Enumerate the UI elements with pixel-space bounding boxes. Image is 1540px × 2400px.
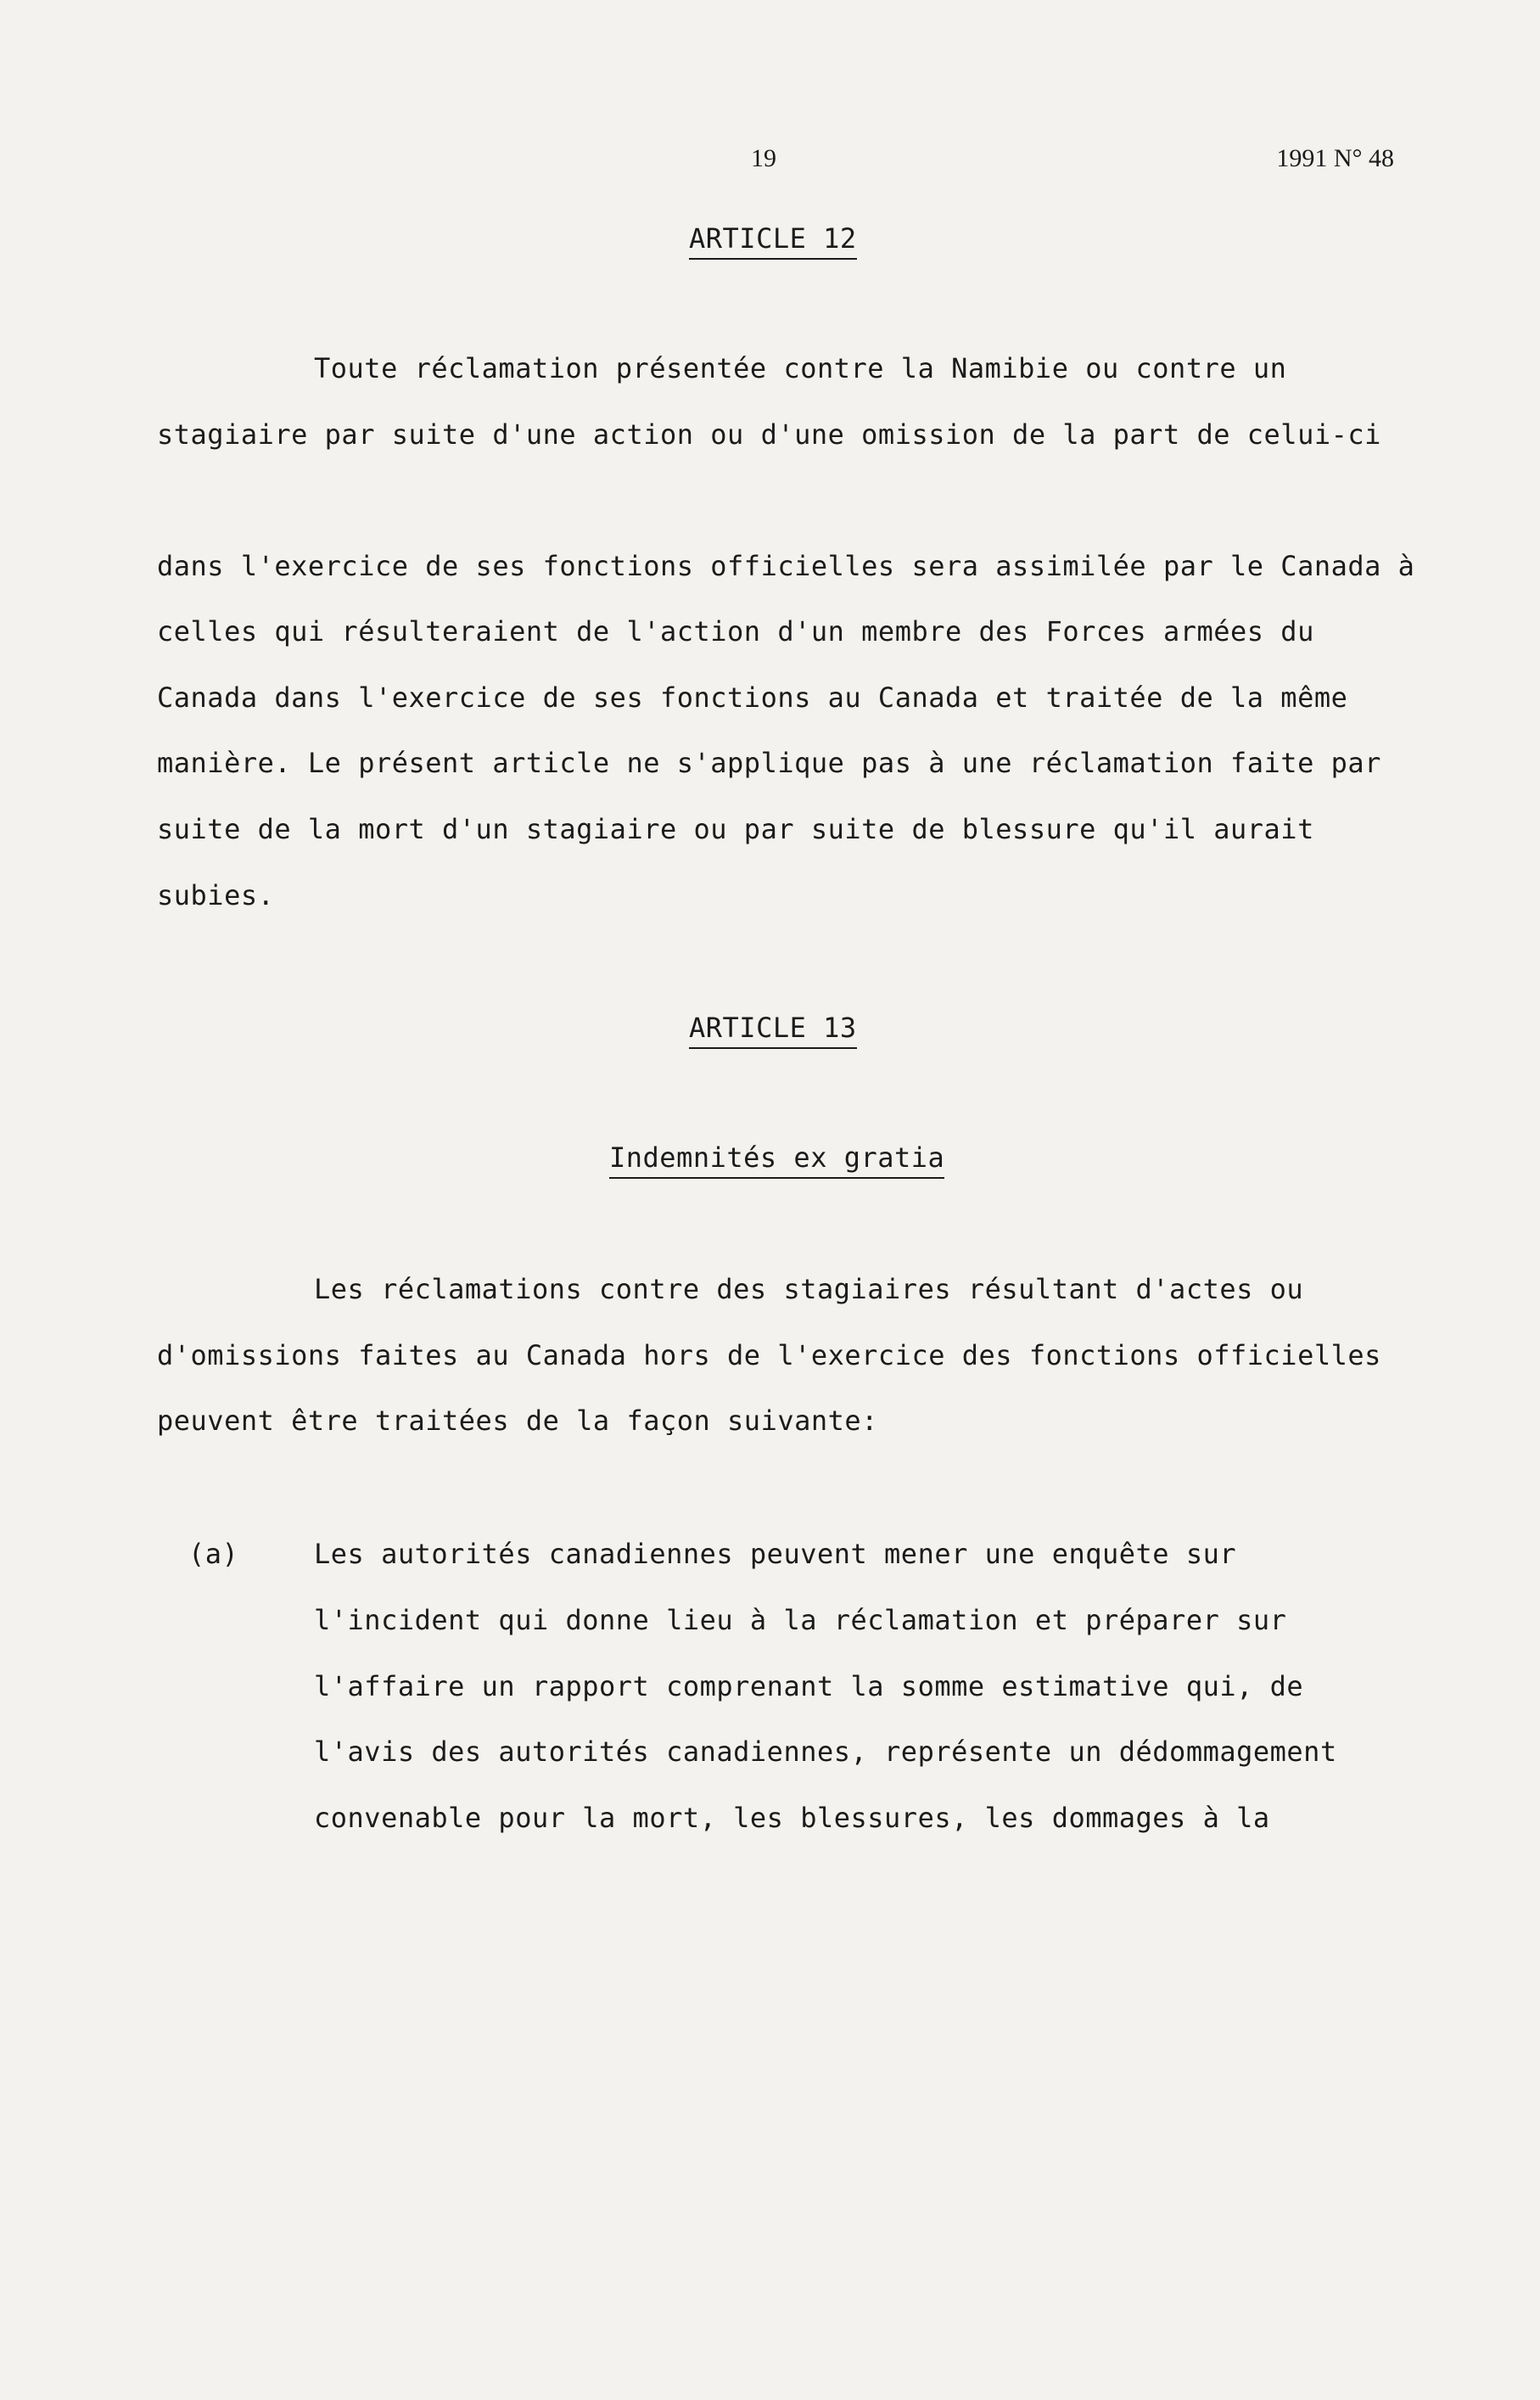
article-13-intro-line-2: d'omissions faites au Canada hors de l'exercice des fonctions officielles xyxy=(157,1339,1381,1371)
item-a-line-1: Les autorités canadiennes peuvent mener une enquête sur xyxy=(314,1538,1237,1570)
document-reference: 1991 N° 48 xyxy=(1276,144,1394,172)
item-a-line-2: l'incident qui donne lieu à la réclamation et préparer sur xyxy=(314,1604,1287,1636)
item-a-line-3: l'affaire un rapport comprenant la somme estimative qui, de xyxy=(314,1670,1304,1702)
item-a-line-4: l'avis des autorités canadiennes, représente un dédommagement xyxy=(314,1736,1337,1768)
article-13-intro-line-3: peuvent être traitées de la façon suivante: xyxy=(157,1405,878,1437)
article-12-line-3: dans l'exercice de ses fonctions officielles sera assimilée par le Canada à xyxy=(157,550,1415,582)
item-a-marker: (a) xyxy=(188,1538,239,1570)
article-12-line-5: Canada dans l'exercice de ses fonctions au Canada et traitée de la même xyxy=(157,681,1348,714)
article-12-line-7: suite de la mort d'un stagiaire ou par suite de blessure qu'il aurait xyxy=(157,813,1314,845)
article-12-heading: ARTICLE 12 xyxy=(689,222,857,260)
article-12-line-8: subies. xyxy=(157,879,275,911)
article-13-subheading: Indemnités ex gratia xyxy=(609,1141,944,1179)
article-12-line-4: celles qui résulteraient de l'action d'un membre des Forces armées du xyxy=(157,615,1314,648)
article-12-line-1: Toute réclamation présentée contre la Namibie ou contre un xyxy=(314,352,1287,384)
page-number: 19 xyxy=(751,144,776,172)
article-12-line-2: stagiaire par suite d'une action ou d'une omission de la part de celui-ci xyxy=(157,418,1381,451)
article-13-intro-line-1: Les réclamations contre des stagiaires résultant d'actes ou xyxy=(314,1273,1304,1305)
item-a-line-5: convenable pour la mort, les blessures, les dommages à la xyxy=(314,1802,1270,1834)
article-12-line-6: manière. Le présent article ne s'applique pas à une réclamation faite par xyxy=(157,747,1381,779)
article-13-heading: ARTICLE 13 xyxy=(689,1012,857,1049)
